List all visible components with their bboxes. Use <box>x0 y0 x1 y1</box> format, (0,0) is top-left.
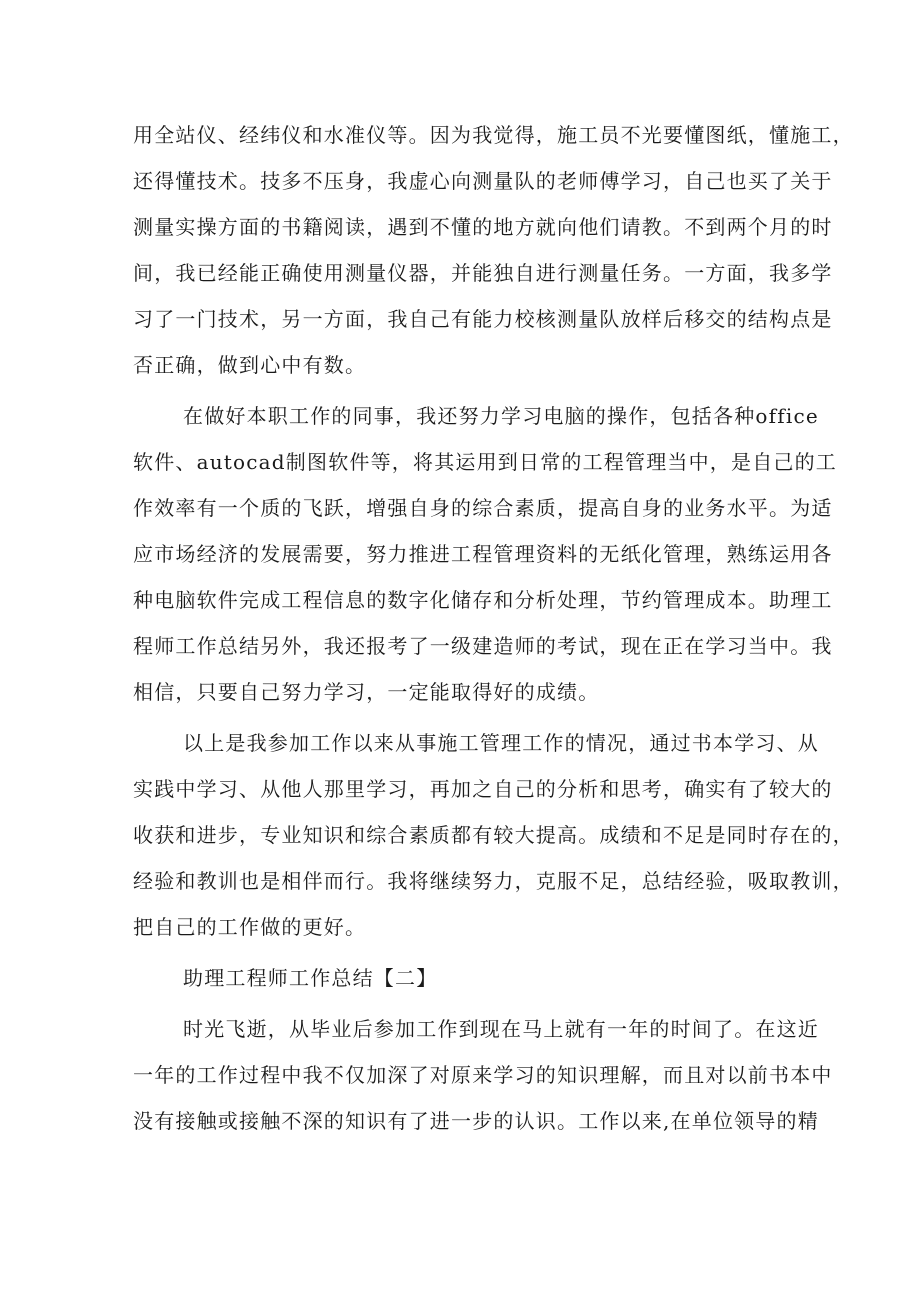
text-line: 作效率有一个质的飞跃，增强自身的综合素质，提高自身的业务水平。为适 <box>133 496 833 520</box>
section-heading <box>133 955 793 1001</box>
paragraph-first-year <box>133 1006 833 1144</box>
text-line: 相信，只要自己努力学习，一定能取得好的成绩。 <box>133 680 600 704</box>
text-line: 在做好本职工作的同事，我还努力学习电脑的操作，包括各种office <box>183 404 819 428</box>
text-line: 否正确，做到心中有数。 <box>133 353 367 377</box>
text-line: 习了一门技术，另一方面，我自己有能力校核测量队放样后移交的结构点是 <box>133 307 833 331</box>
text-line: 用全站仪、经纬仪和水准仪等。因为我觉得，施工员不光要懂图纸，懂施工， <box>133 123 854 147</box>
text-line: 以上是我参加工作以来从事施工管理工作的情况，通过书本学习、从 <box>183 731 819 755</box>
text-line: 种电脑软件完成工程信息的数字化储存和分析处理，节约管理成本。助理工 <box>133 588 833 612</box>
document-body <box>133 112 854 1144</box>
text-line: 应市场经济的发展需要，努力推进工程管理资料的无纸化管理，熟练运用各 <box>133 542 833 566</box>
text-line: 把自己的工作做的更好。 <box>133 915 367 939</box>
text-line: 程师工作总结另外，我还报考了一级建造师的考试，现在正在学习当中。我 <box>133 634 833 658</box>
paragraph-surveying <box>133 112 854 388</box>
text-line: 实践中学习、从他人那里学习，再加之自己的分析和思考，确实有了较大的 <box>133 777 833 801</box>
text-line: 还得懂技术。技多不压身，我虚心向测量队的老师傅学习，自己也买了关于 <box>133 169 833 193</box>
text-line: 没有接触或接触不深的知识有了进一步的认识。工作以来,在单位领导的精 <box>133 1109 819 1133</box>
text-line: 测量实操方面的书籍阅读，遇到不懂的地方就向他们请教。不到两个月的时 <box>133 215 833 239</box>
text-line: 软件、autocad制图软件等，将其运用到日常的工程管理当中，是自己的工 <box>133 450 838 474</box>
text-line: 时光飞逝，从毕业后参加工作到现在马上就有一年的时间了。在这近 <box>183 1017 819 1041</box>
text-line: 一年的工作过程中我不仅加深了对原来学习的知识理解，而且对以前书本中 <box>133 1063 833 1087</box>
text-line: 经验和教训也是相伴而行。我将继续努力，克服不足，总结经验，吸取教训， <box>133 869 854 893</box>
text-line: 收获和进步，专业知识和综合素质都有较大提高。成绩和不足是同时存在的， <box>133 823 854 847</box>
paragraph-summary <box>133 720 854 950</box>
section-title: 助理工程师工作总结【二】 <box>183 966 438 990</box>
text-line: 间，我已经能正确使用测量仪器，并能独自进行测量任务。一方面，我多学 <box>133 261 833 285</box>
paragraph-computer-skills <box>133 393 838 715</box>
